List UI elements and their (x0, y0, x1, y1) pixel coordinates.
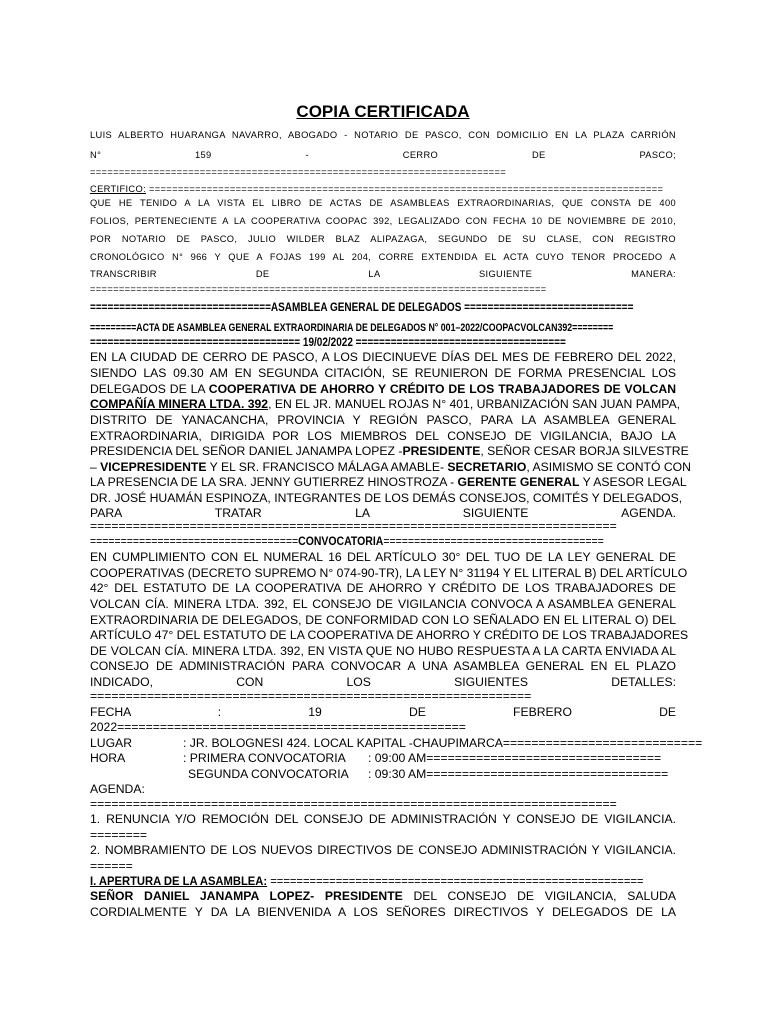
agenda-rule: ========================================================================== (90, 797, 617, 811)
apertura-presidente: SEÑOR DANIEL JANAMPA LOPEZ- PRESIDENTE (90, 889, 403, 903)
date-header: ==================================== 19/02/2022 ==================================== (90, 335, 566, 349)
certifico-rule: ========================================================================================= (146, 184, 664, 194)
convocatoria-rule: ============================================================== (90, 689, 532, 703)
intro-line-1: LUIS ALBERTO HUARANGA NAVARRO, ABOGADO - NOTARIO DE PASCO, CON DOMICILIO EN LA PLAZA CARRIÓN (90, 130, 676, 140)
certifico-text-2: FOLIOS, PERTENECIENTE A LA COOPERATIVA COOPAC 392, LEGALIZADO CON FECHA 10 DE NOVIEMBRE DE 2010, (90, 216, 676, 226)
agenda-item-1: 1. RENUNCIA Y/O REMOCIÓN DEL CONSEJO DE ADMINISTRACIÓN Y CONSEJO DE VIGILANCIA. (90, 812, 676, 826)
certifico-text-5: TRANSCRIBIR DE LA SIGUIENTE MANERA: (90, 269, 676, 279)
hora-primera-time: : 09:00 AM================================= (368, 751, 662, 765)
agenda-item-1-cont: ======== (90, 828, 147, 842)
intro-line-2: N° 159 - CERRO DE PASCO; (90, 150, 676, 160)
asamblea-header: ===============================ASAMBLEA GENERAL DE DELEGADOS ============================= (90, 300, 634, 314)
convocatoria-line-4: VOLCAN CÍA. MINERA LTDA. 392, EL CONSEJO DE VIGILANCIA CONVOCA A ASAMBLEA GENERAL (90, 597, 676, 611)
convocatoria-header: ==================================CONVOCATORIA==================================== (90, 534, 604, 548)
apertura-header: I. APERTURA DE LA ASAMBLEA: ========================================================= (90, 874, 644, 888)
hora-row-1 (90, 750, 676, 766)
cooperativa-name: COOPERATIVA DE AHORRO Y CRÉDITO DE LOS TRABAJADORES DE VOLCAN (208, 382, 676, 396)
agenda-label: AGENDA: (90, 782, 145, 796)
body-line-3: DELEGADOS DE LA COOPERATIVA DE AHORRO Y CRÉDITO DE LOS TRABAJADORES DE VOLCAN (90, 382, 676, 396)
body-line-5: DISTRITO DE YANACANCHA, PROVINCIA Y REGIÓN PASCO, PARA LA ASAMBLEA GENERAL (90, 413, 676, 427)
apertura-label: I. APERTURA DE LA ASAMBLEA: (90, 874, 268, 888)
convocatoria-label: CONVOCATORIA (298, 534, 384, 548)
body-rule: ========================================================================== (90, 519, 617, 533)
lugar-value: : JR. BOLOGNESI 424. LOCAL KAPITAL -CHAUPIMARCA============================ (183, 736, 703, 750)
hora-primera: : PRIMERA CONVOCATORIA (183, 751, 346, 765)
apertura-line-2: CORDIALMENTE Y DA LA BIENVENIDA A LOS SEÑORES DIRECTIVOS Y DELEGADOS DE LA (90, 905, 676, 919)
convocatoria-line-8: CONSEJO DE ADMINISTRACIÓN PARA CONVOCAR A UNA ASAMBLEA GENERAL EN EL PLAZO (90, 659, 676, 673)
convocatoria-line-9: INDICADO, CON LOS SIGUIENTES DETALLES: (90, 675, 676, 689)
certifico-text-1: QUE HE TENIDO A LA VISTA EL LIBRO DE ACTAS DE ASAMBLEAS EXTRAORDINARIAS, QUE CONSTA DE 400 (90, 198, 676, 208)
hora-row-2 (90, 766, 676, 782)
cooperativa-name-cont: COMPAÑÍA MINERA LTDA. 392 (90, 397, 269, 411)
acta-header: =========ACTA DE ASAMBLEA GENERAL EXTRAORDINARIA DE DELEGADOS N° 001–2022/COOPACVOLCAN392======== (90, 322, 614, 334)
body-line-11: PARA TRATAR LA SIGUIENTE AGENDA. (90, 506, 676, 520)
apertura-line-1: SEÑOR DANIEL JANAMPA LOPEZ- PRESIDENTE DEL CONSEJO DE VIGILANCIA, SALUDA (90, 889, 676, 903)
convocatoria-line-5: EXTRAORDINARIA DE DELEGADOS, DE CONFORMIDAD CON LO SEÑALADO EN EL LITERAL O) DEL (90, 613, 676, 627)
lugar-row (90, 735, 703, 751)
role-gerente: GERENTE GENERAL (457, 475, 580, 489)
fecha-line: FECHA : 19 DE FEBRERO DE (90, 705, 676, 719)
hora-segunda-time: : 09:30 AM================================== (368, 767, 669, 781)
lugar-label: LUGAR (90, 736, 132, 750)
hora-label: HORA (90, 751, 126, 765)
role-presidente: PRESIDENTE (402, 444, 481, 458)
convocatoria-line-6: ARTÍCULO 47° DEL ESTATUTO DE LA COOPERATIVA DE AHORRO Y CRÉDITO DE LOS TRABAJADORES (90, 628, 689, 642)
certifico-rule-end: =============================================================================== (90, 284, 547, 294)
role-vicepresidente: VICEPRESIDENTE (100, 460, 207, 474)
certifico-label: CERTIFICO: (90, 184, 147, 194)
body-line-8: – VICEPRESIDENTE Y EL SR. FRANCISCO MÁLAGA AMABLE- SECRETARIO, ASIMISMO SE CONTÓ CON (90, 460, 691, 474)
hora-segunda: SEGUNDA CONVOCATORIA (188, 767, 349, 781)
agenda-item-2: 2. NOMBRAMIENTO DE LOS NUEVOS DIRECTIVOS DE CONSEJO ADMINISTRACIÓN Y VIGILANCIA. (90, 843, 676, 857)
intro-rule: ======================================================================== (90, 167, 507, 177)
document-title: COPIA CERTIFICADA (296, 102, 470, 121)
body-line-10: DR. JOSÉ HUAMÁN ESPINOZA, INTEGRANTES DE LOS DEMÁS CONSEJOS, COMITÉS Y DELEGADOS, (90, 491, 683, 505)
role-secretario: SECRETARIO (447, 460, 527, 474)
body-line-1: EN LA CIUDAD DE CERRO DE PASCO, A LOS DIECINUEVE DÍAS DEL MES DE FEBRERO DEL 2022, (90, 350, 676, 364)
convocatoria-line-7: DE VOLCAN CÍA. MINERA LTDA. 392, EN VISTA QUE NO HUBO RESPUESTA A LA CARTA ENVIADA AL (90, 644, 676, 658)
convocatoria-line-2: COOPERATIVAS (DECRETO SUPREMO N° 074-90-TR), LA LEY N° 31194 Y EL LITERAL B) DEL ARTÍCULO (90, 566, 688, 580)
body-line-6: EXTRAORDINARIA, DIRIGIDA POR LOS MIEMBROS DEL CONSEJO DE VIGILANCIA, BAJO LA (90, 429, 676, 443)
certifico-text-3: POR NOTARIO DE PASCO, JULIO WILDER BLAZ ALIPAZAGA, SEGUNDO DE SU CLASE, CON REGISTRO (90, 234, 676, 244)
certifico-text-4: CRONOLÓGICO N° 966 Y QUE A FOJAS 199 AL 204, CORRE EXTENDIDA EL ACTA CUYO TENOR PROCEDO A (90, 252, 676, 262)
agenda-item-2-cont: ====== (90, 859, 133, 873)
body-line-9: LA PRESENCIA DE LA SRA. JENNY GUTIERREZ HINOSTROZA - GERENTE GENERAL Y ASESOR LEGAL (90, 475, 687, 489)
body-line-7: PRESIDENCIA DEL SEÑOR DANIEL JANAMPA LOPEZ -PRESIDENTE, SEÑOR CESAR BORJA SILVESTRE (90, 444, 689, 458)
fecha-cont: 2022================================================= (90, 720, 466, 734)
convocatoria-line-1: EN CUMPLIMIENTO CON EL NUMERAL 16 DEL ARTÍCULO 30° DEL TUO DE LA LEY GENERAL DE (90, 550, 676, 564)
body-line-2: SIENDO LAS 09.30 AM EN SEGUNDA CITACIÓN, SE REUNIERON DE FORMA PRESENCIAL LOS (90, 366, 676, 380)
body-line-4: COMPAÑÍA MINERA LTDA. 392, EN EL JR. MANUEL ROJAS N° 401, URBANIZACIÓN SAN JUAN PAMPA, (90, 397, 680, 411)
convocatoria-line-3: 42° DEL ESTATUTO DE LA COOPERATIVA DE AHORRO Y CRÉDITO DE LOS TRABAJADORES DE (90, 581, 676, 595)
